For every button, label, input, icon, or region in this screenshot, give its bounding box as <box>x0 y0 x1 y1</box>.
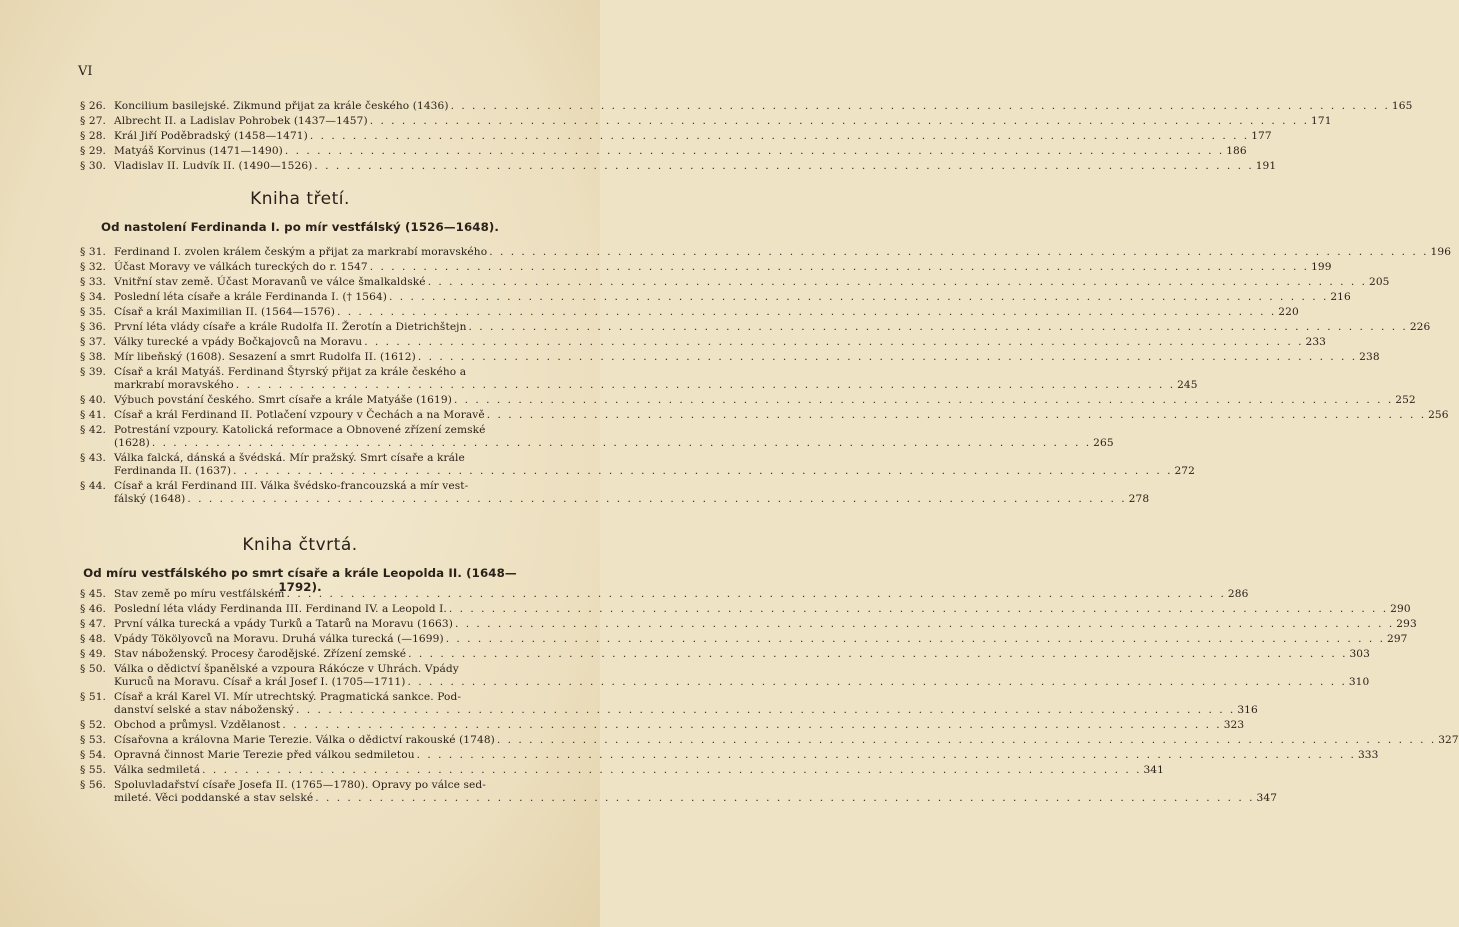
dot-leader <box>202 764 1141 777</box>
toc-entry <box>80 633 1408 646</box>
section-number: § 51. <box>80 691 107 703</box>
page-ref: 252 <box>1395 394 1416 406</box>
toc-entry <box>80 160 1277 173</box>
entry-title: Kuruců na Moravu. Císař a král Josef I. (1705—1711) <box>114 676 406 688</box>
entry-title: Účast Moravy ve válkách tureckých do r. 1547 <box>114 261 368 273</box>
section-number: § 32. <box>80 261 107 273</box>
dot-leader <box>187 493 1126 506</box>
section-number: § 49. <box>80 648 107 660</box>
section-number: § 41. <box>80 409 107 421</box>
dot-leader <box>449 603 1388 616</box>
section-number: § 40. <box>80 394 107 406</box>
entry-title: Vladislav II. Ludvík II. (1490—1526) <box>114 160 313 172</box>
toc-entry <box>80 409 1449 422</box>
dot-leader <box>287 588 1226 601</box>
dot-leader <box>370 261 1309 274</box>
toc-entry <box>80 115 1332 128</box>
toc-entry <box>80 719 1245 732</box>
entry-title: Císař a král Maximilian II. (1564—1576) <box>114 306 335 318</box>
section-number: § 42. <box>80 424 107 436</box>
entry-title: Válka falcká, dánská a švédská. Mír pražský. Smrt císaře a krále <box>114 452 465 464</box>
entry-title: Vnitřní stav země. Účast Moravanů ve válce šmalkaldské <box>114 276 426 288</box>
toc-entry <box>80 394 1416 407</box>
dot-leader <box>315 792 1254 805</box>
entry-title: (1628) <box>114 437 150 449</box>
entry-title: Stav země po míru vestfálském <box>114 588 285 600</box>
section-number: § 48. <box>80 633 107 645</box>
section-number: § 33. <box>80 276 107 288</box>
section-number: § 39. <box>80 366 107 378</box>
dot-leader <box>487 409 1426 422</box>
dot-leader <box>497 734 1436 747</box>
entry-title: Války turecké a vpády Bočkajovců na Moravu <box>114 336 363 348</box>
page-ref: 233 <box>1305 336 1327 348</box>
dot-leader <box>451 100 1390 113</box>
dot-leader <box>282 719 1221 732</box>
entry-title: Král Jiří Poděbradský (1458—1471) <box>114 130 308 142</box>
dot-leader <box>418 351 1357 364</box>
section-number: § 52. <box>80 719 107 731</box>
page-ref: 265 <box>1093 437 1114 449</box>
section-number: § 43. <box>80 452 107 464</box>
entry-title: Potrestání vzpoury. Katolická reformace a Obnovené zřízení zemské <box>114 424 486 436</box>
page-ref: 333 <box>1357 749 1379 761</box>
toc-entry <box>80 366 1198 392</box>
toc-entry <box>80 452 1195 478</box>
section-number: § 56. <box>80 779 107 791</box>
entry-title: Mír libeňský (1608). Sesazení a smrt Rudolfa II. (1612) <box>114 351 416 363</box>
toc-entry <box>80 276 1390 289</box>
section-number: § 46. <box>80 603 107 615</box>
book-3-title: Kniha třetí. <box>250 189 350 209</box>
toc-entry <box>80 480 1150 506</box>
toc-entry <box>80 246 1452 259</box>
page-ref: 199 <box>1311 261 1332 273</box>
toc-entry <box>80 779 1278 805</box>
entry-title: fálský (1648) <box>114 493 186 505</box>
section-number: § 30. <box>80 160 107 172</box>
page-ref: 310 <box>1348 676 1370 688</box>
dot-leader <box>233 465 1172 478</box>
entry-title: Obchod a průmysl. Vzdělanost <box>114 719 281 731</box>
entry-title: Poslední léta vlády Ferdinanda III. Ferdinand IV. a Leopold I. <box>114 603 447 615</box>
toc-group-2 <box>80 246 1452 508</box>
dot-leader <box>408 676 1347 689</box>
toc-group-1 <box>80 100 1413 175</box>
entry-title: Koncilium basilejské. Zikmund přijat za krále českého (1436) <box>114 100 449 112</box>
section-number: § 34. <box>80 291 107 303</box>
section-number: § 27. <box>80 115 107 127</box>
entry-title: První válka turecká a vpády Turků a Tatarů na Moravu (1663) <box>114 618 453 630</box>
entry-title: markrabí moravského <box>114 379 234 391</box>
dot-leader <box>152 437 1091 450</box>
page-ref: 316 <box>1237 704 1258 716</box>
page-ref: 191 <box>1255 160 1277 172</box>
section-number: § 29. <box>80 145 107 157</box>
page-ref: 323 <box>1223 719 1245 731</box>
book-3-subtitle: Od nastolení Ferdinanda I. po mír vestfálský (1526—1648). <box>101 220 499 234</box>
page-ref: 171 <box>1311 115 1332 127</box>
dot-leader <box>489 246 1428 259</box>
page-ref: 341 <box>1143 764 1164 776</box>
page-ref: 226 <box>1409 321 1431 333</box>
dot-leader <box>417 749 1356 762</box>
page-ref: 186 <box>1226 145 1247 157</box>
dot-leader <box>408 648 1347 661</box>
section-number: § 47. <box>80 618 107 630</box>
dot-leader <box>337 306 1276 319</box>
dot-leader <box>370 115 1309 128</box>
section-number: § 55. <box>80 764 107 776</box>
dot-leader <box>296 704 1235 717</box>
entry-title: Poslední léta císaře a krále Ferdinanda I. († 1564) <box>114 291 388 303</box>
dot-leader <box>428 276 1367 289</box>
page-ref: 297 <box>1387 633 1408 645</box>
page-ref: 216 <box>1330 291 1351 303</box>
section-number: § 44. <box>80 480 107 492</box>
toc-entry <box>80 351 1380 364</box>
entry-title: Matyáš Korvinus (1471—1490) <box>114 145 283 157</box>
page-number: VI <box>78 64 93 79</box>
page-ref: 272 <box>1174 465 1195 477</box>
toc-entry <box>80 306 1299 319</box>
dot-leader <box>364 336 1303 349</box>
page-ref: 256 <box>1428 409 1449 421</box>
page-ref: 347 <box>1256 792 1278 804</box>
dot-leader <box>469 321 1408 334</box>
page-ref: 238 <box>1359 351 1380 363</box>
section-number: § 28. <box>80 130 107 142</box>
page-ref: 278 <box>1128 493 1150 505</box>
entry-title: Spoluvladařství císaře Josefa II. (1765—1780). Opravy po válce sed- <box>114 779 486 791</box>
toc-entry <box>80 764 1164 777</box>
entry-title: Císař a král Karel VI. Mír utrechtský. Pragmatická sankce. Pod- <box>114 691 462 703</box>
entry-title: Císař a král Ferdinand II. Potlačení vzpoury v Čechách a na Moravě <box>114 409 485 421</box>
page-ref: 303 <box>1349 648 1370 660</box>
entry-title: Stav náboženský. Procesy čarodějské. Zřízení zemské <box>114 648 407 660</box>
section-number: § 31. <box>80 246 107 258</box>
toc-group-3 <box>80 588 1459 807</box>
entry-title: Vpády Tökölyovců na Moravu. Druhá válka turecká (—1699) <box>114 633 444 645</box>
entry-title: Albrecht II. a Ladislav Pohrobek (1437—1457) <box>114 115 368 127</box>
toc-entry <box>80 291 1351 304</box>
toc-entry <box>80 261 1332 274</box>
toc-entry <box>80 734 1459 747</box>
page-ref: 245 <box>1177 379 1198 391</box>
entry-title: mileté. Věci poddanské a stav selské <box>114 792 314 804</box>
page-ref: 290 <box>1390 603 1411 615</box>
section-number: § 36. <box>80 321 107 333</box>
toc-entry <box>80 321 1431 334</box>
entry-title: Císařovna a královna Marie Terezie. Válka o dědictví rakouské (1748) <box>114 734 495 746</box>
book-4-title: Kniha čtvrtá. <box>242 535 358 555</box>
section-number: § 54. <box>80 749 107 761</box>
page-ref: 220 <box>1278 306 1299 318</box>
entry-title: Válka o dědictví španělské a vzpoura Rákócze v Uhrách. Vpády <box>114 663 459 675</box>
page-ref: 327 <box>1438 734 1459 746</box>
toc-entry <box>80 618 1417 631</box>
toc-entry <box>80 749 1379 762</box>
toc-entry <box>80 648 1370 661</box>
entry-title: Výbuch povstání českého. Smrt císaře a krále Matyáše (1619) <box>114 394 452 406</box>
page-ref: 196 <box>1430 246 1452 258</box>
section-number: § 50. <box>80 663 107 675</box>
dot-leader <box>236 379 1175 392</box>
dot-leader <box>446 633 1385 646</box>
toc-entry <box>80 130 1272 143</box>
toc-entry <box>80 663 1370 689</box>
entry-title: Císař a král Matyáš. Ferdinand Štyrský přijat za krále českého a <box>114 366 467 378</box>
toc-entry <box>80 145 1247 158</box>
entry-title: Ferdinanda II. (1637) <box>114 465 232 477</box>
toc-entry <box>80 691 1258 717</box>
page-ref: 177 <box>1251 130 1272 142</box>
dot-leader <box>455 618 1394 631</box>
dot-leader <box>285 145 1224 158</box>
section-number: § 53. <box>80 734 107 746</box>
page-ref: 165 <box>1391 100 1413 112</box>
dot-leader <box>310 130 1249 143</box>
entry-title: Válka sedmiletá <box>114 764 201 776</box>
toc-entry <box>80 588 1249 601</box>
entry-title: Ferdinand I. zvolen králem českým a přijat za markrabí moravského <box>114 246 488 258</box>
section-number: § 45. <box>80 588 107 600</box>
toc-entry <box>80 603 1411 616</box>
page-ref: 293 <box>1396 618 1417 630</box>
entry-title: danství selské a stav náboženský <box>114 704 294 716</box>
page-ref: 286 <box>1227 588 1249 600</box>
entry-title: Opravná činnost Marie Terezie před válkou sedmiletou <box>114 749 415 761</box>
page-ref: 205 <box>1369 276 1390 288</box>
dot-leader <box>314 160 1253 173</box>
section-number: § 38. <box>80 351 107 363</box>
entry-title: Císař a král Ferdinand III. Válka švédsko-francouzská a mír vest- <box>114 480 469 492</box>
entry-title: První léta vlády císaře a krále Rudolfa II. Žerotín a Dietrichštejn <box>114 321 467 333</box>
toc-entry <box>80 424 1114 450</box>
section-number: § 37. <box>80 336 107 348</box>
section-number: § 26. <box>80 100 107 112</box>
toc-entry <box>80 336 1327 349</box>
dot-leader <box>389 291 1328 304</box>
dot-leader <box>454 394 1393 407</box>
section-number: § 35. <box>80 306 107 318</box>
book-4-subtitle: Od míru vestfálského po smrt císaře a krále Leopolda II. (1648—1792). <box>83 566 517 594</box>
toc-entry <box>80 100 1413 113</box>
